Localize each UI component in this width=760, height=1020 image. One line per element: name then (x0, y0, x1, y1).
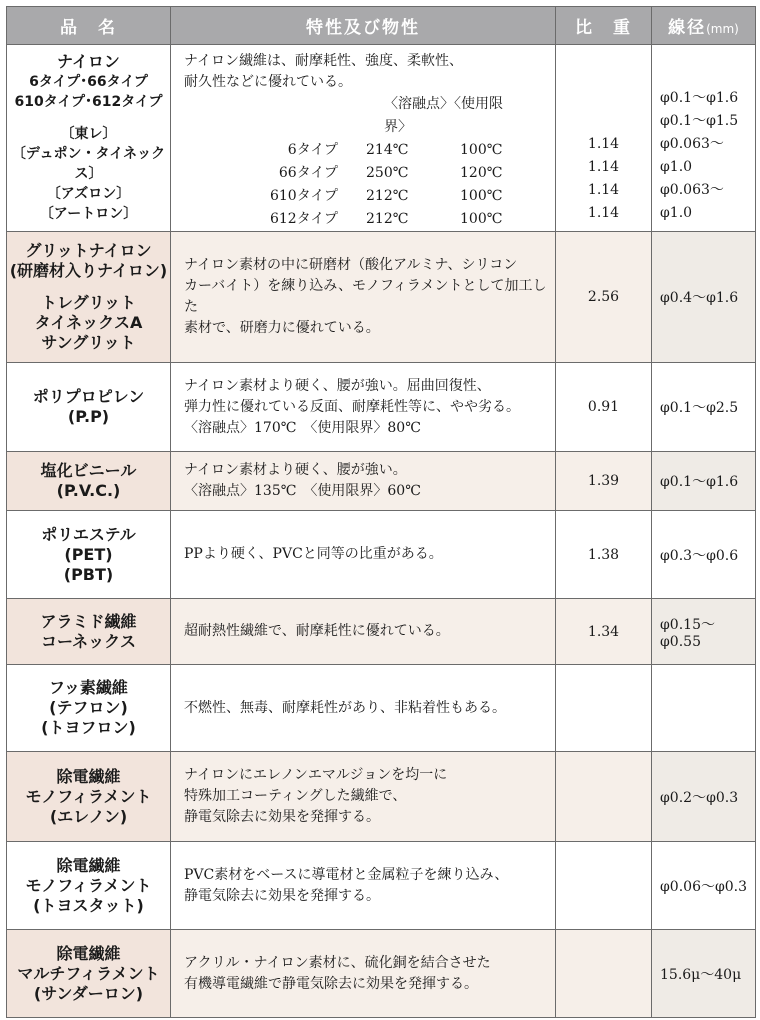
description-line: ナイロン素材より硬く、腰が強い。屈曲回復性、 (184, 377, 491, 394)
product-name: (エレノン) (49, 806, 128, 826)
description-line: ナイロンにエレノンエマルジョンを均一に (184, 767, 448, 783)
table-row (7, 665, 756, 752)
product-brand: トレグリット (40, 293, 137, 312)
properties-cell (171, 232, 556, 363)
table-row (7, 599, 756, 665)
description-line: アクリル・ナイロン素材に、硫化銅を結合させた (184, 954, 491, 971)
melting-point: 250℃ (366, 165, 409, 181)
description-line: PVC素材をベースに導電材と金属粒子を練り込み、 (184, 866, 509, 883)
usage-limit: 100℃ (460, 142, 503, 158)
product-name-cell (7, 665, 171, 752)
diameter-value: φ0.4～φ1.6 (652, 232, 756, 363)
product-name: グリットナイロン (25, 241, 152, 260)
specific-gravity-value (556, 665, 652, 752)
product-name: アラミド繊維 (40, 611, 137, 631)
product-name-cell (7, 232, 171, 363)
description-line: ナイロン繊維は、耐摩耗性、強度、柔軟性、 (184, 53, 464, 69)
type-label: 612タイプ (269, 211, 338, 227)
product-brand: 〔アートロン〕 (39, 206, 138, 222)
properties-cell (171, 842, 556, 930)
description-line: 〈溶融点〉135℃ 〈使用限界〉60℃ (184, 483, 421, 499)
diameter-value: φ0.1～φ2.5 (652, 363, 756, 452)
product-brand: 〔東レ〕 (60, 126, 117, 142)
specific-gravity-value: 0.91 (556, 363, 652, 452)
specific-gravity-value: 1.14 (587, 205, 620, 221)
properties-cell (171, 45, 556, 232)
header-product-name: 品 名 (7, 7, 171, 45)
diameter-value: φ0.15～φ0.55 (652, 599, 756, 665)
product-name: モノフィラメント (25, 875, 152, 895)
specific-gravity-value: 2.56 (556, 232, 652, 363)
product-name: 塩化ビニール (40, 461, 137, 480)
product-brand: 〔デュポン・タイネックス〕 (11, 146, 166, 182)
description-line: 不燃性、無毒、耐摩耗性があり、非粘着性もある。 (184, 699, 506, 716)
product-name: (PBT) (63, 564, 114, 584)
diameter-value: φ0.1～φ1.5 (660, 113, 739, 129)
product-name: 除電繊維 (56, 943, 121, 963)
product-name-cell (7, 842, 171, 930)
usage-limit: 120℃ (460, 165, 503, 181)
product-name-cell (7, 452, 171, 511)
table-row (7, 511, 756, 599)
product-brand: サングリット (41, 333, 136, 352)
header-specific-gravity: 比 重 (556, 7, 652, 45)
diameter-value: φ0.06～φ0.3 (652, 842, 756, 930)
material-spec-table (6, 6, 756, 1018)
product-subtype: 6タイプ･66タイプ (29, 74, 148, 90)
description-line: 弾力性に優れている反面、耐摩耗性等に、やや劣る。 (184, 398, 520, 415)
product-name: (P.V.C.) (56, 481, 121, 500)
product-name: モノフィラメント (25, 786, 152, 806)
description-line: 耐久性などに優れている。 (184, 74, 352, 90)
header-properties: 特性及び物性 (171, 7, 556, 45)
diameter-value: φ0.1～φ1.6 (660, 90, 739, 106)
header-diameter-unit: (mm) (706, 22, 739, 36)
table-row (7, 363, 756, 452)
specific-gravity-value (556, 842, 652, 930)
product-name: (サンダーロン) (33, 983, 144, 1003)
description-line: 超耐熱性繊維で、耐摩耗性に優れている。 (184, 623, 450, 639)
diameter-value: φ0.063～φ1.0 (660, 136, 724, 175)
specific-gravity-cell (556, 45, 652, 232)
description-line: PPより硬く、PVCと同等の比重がある。 (184, 546, 443, 562)
product-name: (P.P) (67, 407, 110, 426)
product-name: (トヨフロン) (41, 718, 136, 737)
specific-gravity-value: 1.39 (556, 452, 652, 511)
product-name: コーネックス (40, 631, 137, 651)
product-name-cell (7, 45, 171, 232)
nylon-type-table (184, 93, 555, 231)
melting-point: 212℃ (366, 211, 409, 227)
diameter-value (652, 665, 756, 752)
product-name: (トヨスタット) (33, 895, 144, 915)
diameter-value: φ0.3～φ0.6 (652, 511, 756, 599)
header-row (7, 7, 756, 45)
properties-cell (171, 511, 556, 599)
description-line: 特殊加工コーティングした繊維で、 (184, 788, 407, 804)
header-diameter (652, 7, 756, 45)
specific-gravity-value: 1.14 (587, 136, 620, 152)
product-name-cell (7, 752, 171, 842)
product-name: フッ素繊維 (49, 678, 128, 697)
description-line: 素材で、研磨力に優れている。 (184, 320, 380, 336)
product-name: 除電繊維 (56, 855, 121, 875)
diameter-value: 15.6μ～40μ (652, 930, 756, 1018)
product-name: (研磨材入りナイロン) (9, 261, 168, 280)
specific-gravity-value (556, 752, 652, 842)
melting-point: 214℃ (366, 142, 409, 158)
type-label: 610タイプ (269, 188, 338, 204)
description-line: 静電気除去に効果を発揮する。 (184, 809, 380, 825)
header-diameter-label: 線径 (668, 18, 707, 38)
product-subtype: 610タイプ･612タイプ (14, 94, 163, 110)
product-name: (テフロン) (49, 698, 128, 717)
product-name: マルチフィラメント (17, 963, 160, 983)
product-brand: タイネックスA (34, 313, 143, 332)
table-row (7, 45, 756, 232)
diameter-value: φ0.1～φ1.6 (652, 452, 756, 511)
type-label: 6タイプ (287, 142, 338, 158)
table-row (7, 232, 756, 363)
melting-point: 212℃ (366, 188, 409, 204)
description-line: ナイロン素材より硬く、腰が強い。 (184, 462, 407, 478)
diameter-value: φ0.063～φ1.0 (660, 182, 724, 221)
product-brand: 〔アズロン〕 (46, 186, 131, 202)
diameter-value: φ0.2～φ0.3 (652, 752, 756, 842)
properties-cell (171, 665, 556, 752)
specific-gravity-value: 1.14 (587, 182, 620, 198)
usage-limit: 100℃ (460, 211, 503, 227)
description-line: 静電気除去に効果を発揮する。 (184, 887, 380, 904)
description-line: カーバイト）を練り込み、モノフィラメントとして加工した (184, 278, 547, 315)
type-table-header: 〈溶融点〉〈使用限界〉 (384, 96, 503, 135)
product-name-cell (7, 511, 171, 599)
table-row (7, 842, 756, 930)
specific-gravity-value: 1.34 (556, 599, 652, 665)
specific-gravity-value: 1.38 (556, 511, 652, 599)
product-name-cell (7, 363, 171, 452)
product-name-cell (7, 599, 171, 665)
product-name: ポリエステル (41, 524, 136, 544)
table-row (7, 452, 756, 511)
properties-cell (171, 752, 556, 842)
specific-gravity-value (556, 930, 652, 1018)
product-name: 除電繊維 (56, 766, 121, 786)
table-row (7, 930, 756, 1018)
type-label: 66タイプ (278, 165, 338, 181)
product-name: ナイロン (57, 52, 120, 71)
properties-cell (171, 599, 556, 665)
table-row (7, 752, 756, 842)
properties-cell (171, 452, 556, 511)
product-name: (PET) (64, 544, 113, 564)
description-line: ナイロン素材の中に研磨材（酸化アルミナ、シリコン (184, 257, 518, 273)
product-name-cell (7, 930, 171, 1018)
product-name: ポリプロピレン (32, 387, 145, 406)
diameter-cell (652, 45, 756, 232)
properties-cell (171, 930, 556, 1018)
properties-cell (171, 363, 556, 452)
description-line: 有機導電繊維で静電気除去に効果を発揮する。 (184, 975, 478, 992)
usage-limit: 100℃ (460, 188, 503, 204)
specific-gravity-value: 1.14 (587, 159, 620, 175)
description-line: 〈溶融点〉170℃ 〈使用限界〉80℃ (184, 419, 421, 436)
